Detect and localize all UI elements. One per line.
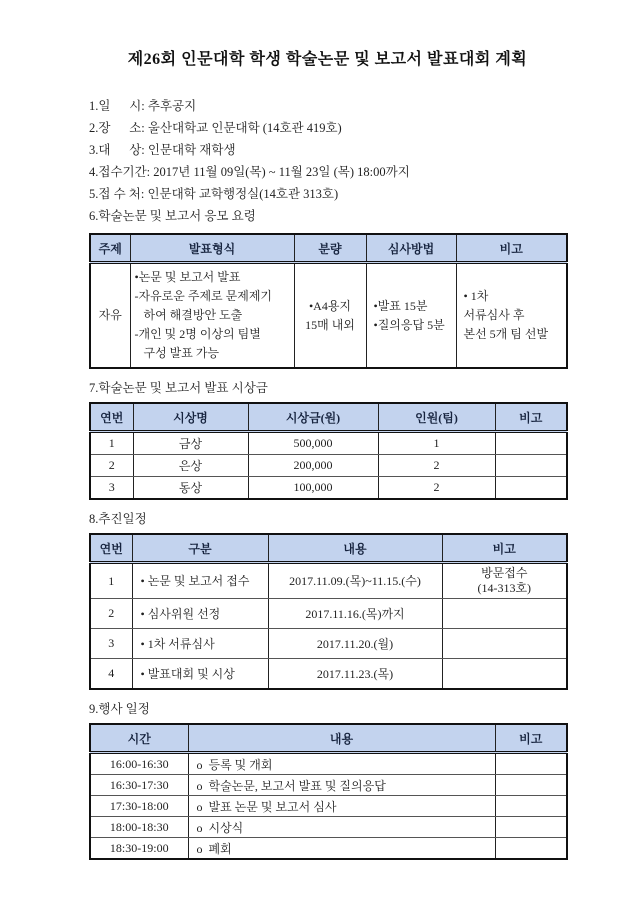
event-table	[89, 723, 568, 860]
timeline-cell-content: 2017.11.16.(목)까지	[268, 599, 442, 629]
section-awards-title: 7.학술논문 및 보고서 발표 시상금	[89, 381, 268, 395]
application-header-judging: 심사방법	[366, 234, 456, 263]
timeline-cell-no: 4	[90, 659, 132, 690]
event-row	[90, 775, 567, 796]
timeline-header-row	[90, 534, 567, 563]
format-line: •논문 및 보고서 발표	[134, 270, 241, 284]
awards-cell-name: 동상	[133, 477, 248, 500]
application-table	[89, 233, 568, 369]
timeline-header-no: 연번	[90, 534, 132, 563]
volume-line: 15매 내외	[305, 317, 355, 332]
event-row	[90, 817, 567, 838]
application-header-row	[90, 234, 567, 263]
event-cell-content: o 등록 및 개회	[188, 753, 495, 775]
event-cell-note	[495, 817, 567, 838]
event-cell-time: 16:30-17:30	[90, 775, 188, 796]
info-list	[89, 95, 566, 227]
awards-cell-no: 2	[90, 455, 133, 477]
event-cell-note	[495, 775, 567, 796]
event-cell-content: o 학술논문, 보고서 발표 및 질의응답	[188, 775, 495, 796]
timeline-cell-content: 2017.11.23.(목)	[268, 659, 442, 690]
event-cell-content: o 시상식	[188, 817, 495, 838]
application-header-format: 발표형식	[130, 234, 294, 263]
awards-cell-note	[495, 477, 567, 500]
timeline-cell-note	[442, 563, 567, 599]
event-cell-note	[495, 838, 567, 860]
document-title: 제26회 인문대학 학생 학술논문 및 보고서 발표대회 계획	[127, 51, 528, 68]
note-line: • 1차	[463, 289, 489, 303]
event-cell-time: 18:00-18:30	[90, 817, 188, 838]
info-line-place: 2.장 소: 울산대학교 인문대학 (14호관 419호)	[89, 121, 342, 135]
application-cell-format	[130, 263, 294, 369]
event-cell-time: 16:00-16:30	[90, 753, 188, 775]
info-line-period: 4.접수기간: 2017년 11월 09일(목) ~ 11월 23일 (목) 18:00까지	[89, 165, 410, 179]
timeline-row	[90, 659, 567, 690]
format-line: 하여 해결방안 도출	[143, 308, 243, 322]
application-cell-volume	[294, 263, 366, 369]
awards-cell-amount: 100,000	[248, 477, 378, 500]
awards-cell-name: 은상	[133, 455, 248, 477]
timeline-row	[90, 629, 567, 659]
awards-cell-count: 2	[378, 477, 495, 500]
awards-row	[90, 432, 567, 455]
timeline-table	[89, 533, 568, 690]
awards-cell-count: 1	[378, 432, 495, 455]
timeline-cell-content: 2017.11.20.(월)	[268, 629, 442, 659]
timeline-header-note: 비고	[442, 534, 567, 563]
awards-header-note: 비고	[495, 403, 567, 432]
application-header-note: 비고	[456, 234, 567, 263]
awards-cell-note	[495, 432, 567, 455]
awards-table	[89, 402, 568, 500]
awards-row	[90, 477, 567, 500]
timeline-cell-no: 2	[90, 599, 132, 629]
timeline-cell-content: 2017.11.09.(목)~11.15.(수)	[268, 563, 442, 599]
application-cell-judging	[366, 263, 456, 369]
timeline-cell-category: • 논문 및 보고서 접수	[132, 563, 268, 599]
application-row	[90, 263, 567, 369]
awards-cell-note	[495, 455, 567, 477]
awards-header-name: 시상명	[133, 403, 248, 432]
info-line-target: 3.대 상: 인문대학 재학생	[89, 143, 236, 157]
awards-cell-no: 3	[90, 477, 133, 500]
section-timeline-title: 8.추진일정	[89, 512, 147, 526]
info-line-guideline: 6.학술논문 및 보고서 응모 요령	[89, 209, 256, 223]
awards-row	[90, 455, 567, 477]
event-cell-note	[495, 796, 567, 817]
application-cell-note	[456, 263, 567, 369]
note-line: 서류심사 후	[463, 308, 525, 322]
event-header-content: 내용	[188, 724, 495, 753]
timeline-cell-category: • 1차 서류심사	[132, 629, 268, 659]
event-cell-time: 18:30-19:00	[90, 838, 188, 860]
awards-cell-no: 1	[90, 432, 133, 455]
volume-line: •A4용지	[308, 298, 352, 313]
format-line: -개인 및 2명 이상의 팀별	[134, 327, 261, 341]
timeline-cell-note	[442, 659, 567, 690]
awards-cell-name: 금상	[133, 432, 248, 455]
event-cell-content: o 폐회	[188, 838, 495, 860]
application-cell-subject: 자유	[90, 263, 130, 369]
awards-header-row	[90, 403, 567, 432]
event-row	[90, 796, 567, 817]
format-line: 구성 발표 가능	[143, 346, 220, 360]
event-header-time: 시간	[90, 724, 188, 753]
info-line-datetime: 1.일 시: 추후공지	[89, 99, 197, 113]
note-line: 본선 5개 팀 선발	[463, 327, 549, 341]
event-row	[90, 753, 567, 775]
info-line-reception: 5.접 수 처: 인문대학 교학행정실(14호관 313호)	[89, 187, 339, 201]
timeline-note-line: 방문접수	[481, 566, 528, 580]
timeline-cell-note	[442, 629, 567, 659]
event-cell-content: o 발표 논문 및 보고서 심사	[188, 796, 495, 817]
timeline-note-line: (14-313호)	[477, 581, 532, 595]
event-row	[90, 838, 567, 860]
awards-cell-amount: 500,000	[248, 432, 378, 455]
timeline-cell-no: 3	[90, 629, 132, 659]
timeline-cell-category: • 심사위원 선정	[132, 599, 268, 629]
awards-cell-count: 2	[378, 455, 495, 477]
application-header-subject: 주제	[90, 234, 130, 263]
event-header-row	[90, 724, 567, 753]
section-event-title: 9.행사 일정	[89, 702, 150, 716]
judge-line: •발표 15분	[373, 298, 428, 313]
awards-header-no: 연번	[90, 403, 133, 432]
timeline-cell-no: 1	[90, 563, 132, 599]
event-cell-note	[495, 753, 567, 775]
timeline-row	[90, 599, 567, 629]
awards-header-count: 인원(팀)	[378, 403, 495, 432]
judge-line: •질의응답 5분	[373, 317, 445, 332]
timeline-header-category: 구분	[132, 534, 268, 563]
awards-cell-amount: 200,000	[248, 455, 378, 477]
format-line: -자유로운 주제로 문제제기	[134, 289, 273, 303]
event-header-note: 비고	[495, 724, 567, 753]
awards-header-amount: 시상금(원)	[248, 403, 378, 432]
timeline-cell-category: • 발표대회 및 시상	[132, 659, 268, 690]
timeline-header-content: 내용	[268, 534, 442, 563]
application-header-volume: 분량	[294, 234, 366, 263]
event-cell-time: 17:30-18:00	[90, 796, 188, 817]
timeline-cell-note	[442, 599, 567, 629]
timeline-row	[90, 563, 567, 599]
